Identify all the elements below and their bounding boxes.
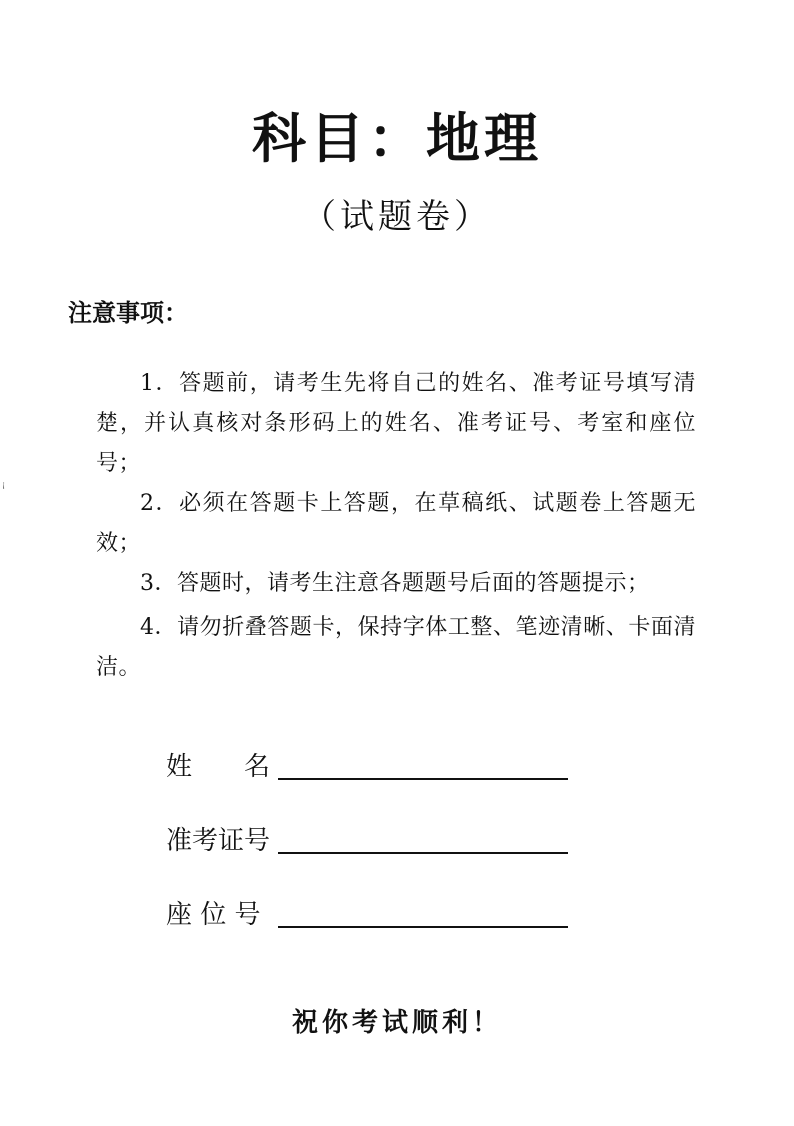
closing-message: 祝你考试顺利！	[291, 1008, 502, 1038]
notice-item: 3．答题时，请考生注意各题题号后面的答题提示；	[140, 571, 650, 596]
seat-field-blank[interactable]	[278, 900, 568, 928]
name-field-label: 姓 名	[166, 752, 271, 782]
notice-item: 2．必须在答题卡上答题，在草稿纸、试题卷上答题无效；	[96, 491, 696, 556]
exam-id-field-label: 准考证号	[166, 826, 271, 856]
notice-heading: 注意事项：	[68, 299, 188, 327]
name-field-blank[interactable]	[278, 752, 568, 780]
notice-item: 4．请勿折叠答题卡，保持字体工整、笔迹清晰、卡面清洁。	[96, 615, 696, 680]
notice-item: 1．答题前，请考生先将自己的姓名、准考证号填写清楚，并认真核对条形码上的姓名、准考证号、考室和座位号；	[96, 371, 696, 476]
seat-field	[166, 900, 568, 928]
page-title: 科目：地理	[252, 107, 542, 170]
seat-field-label: 座 位 号	[166, 900, 261, 930]
notice-list	[96, 364, 696, 688]
scan-margin-mark: ¡	[2, 480, 6, 489]
exam-id-field-blank[interactable]	[278, 826, 568, 854]
name-field	[166, 752, 568, 780]
page-subtitle: （试题卷）	[302, 197, 492, 237]
exam-id-field	[166, 826, 568, 854]
